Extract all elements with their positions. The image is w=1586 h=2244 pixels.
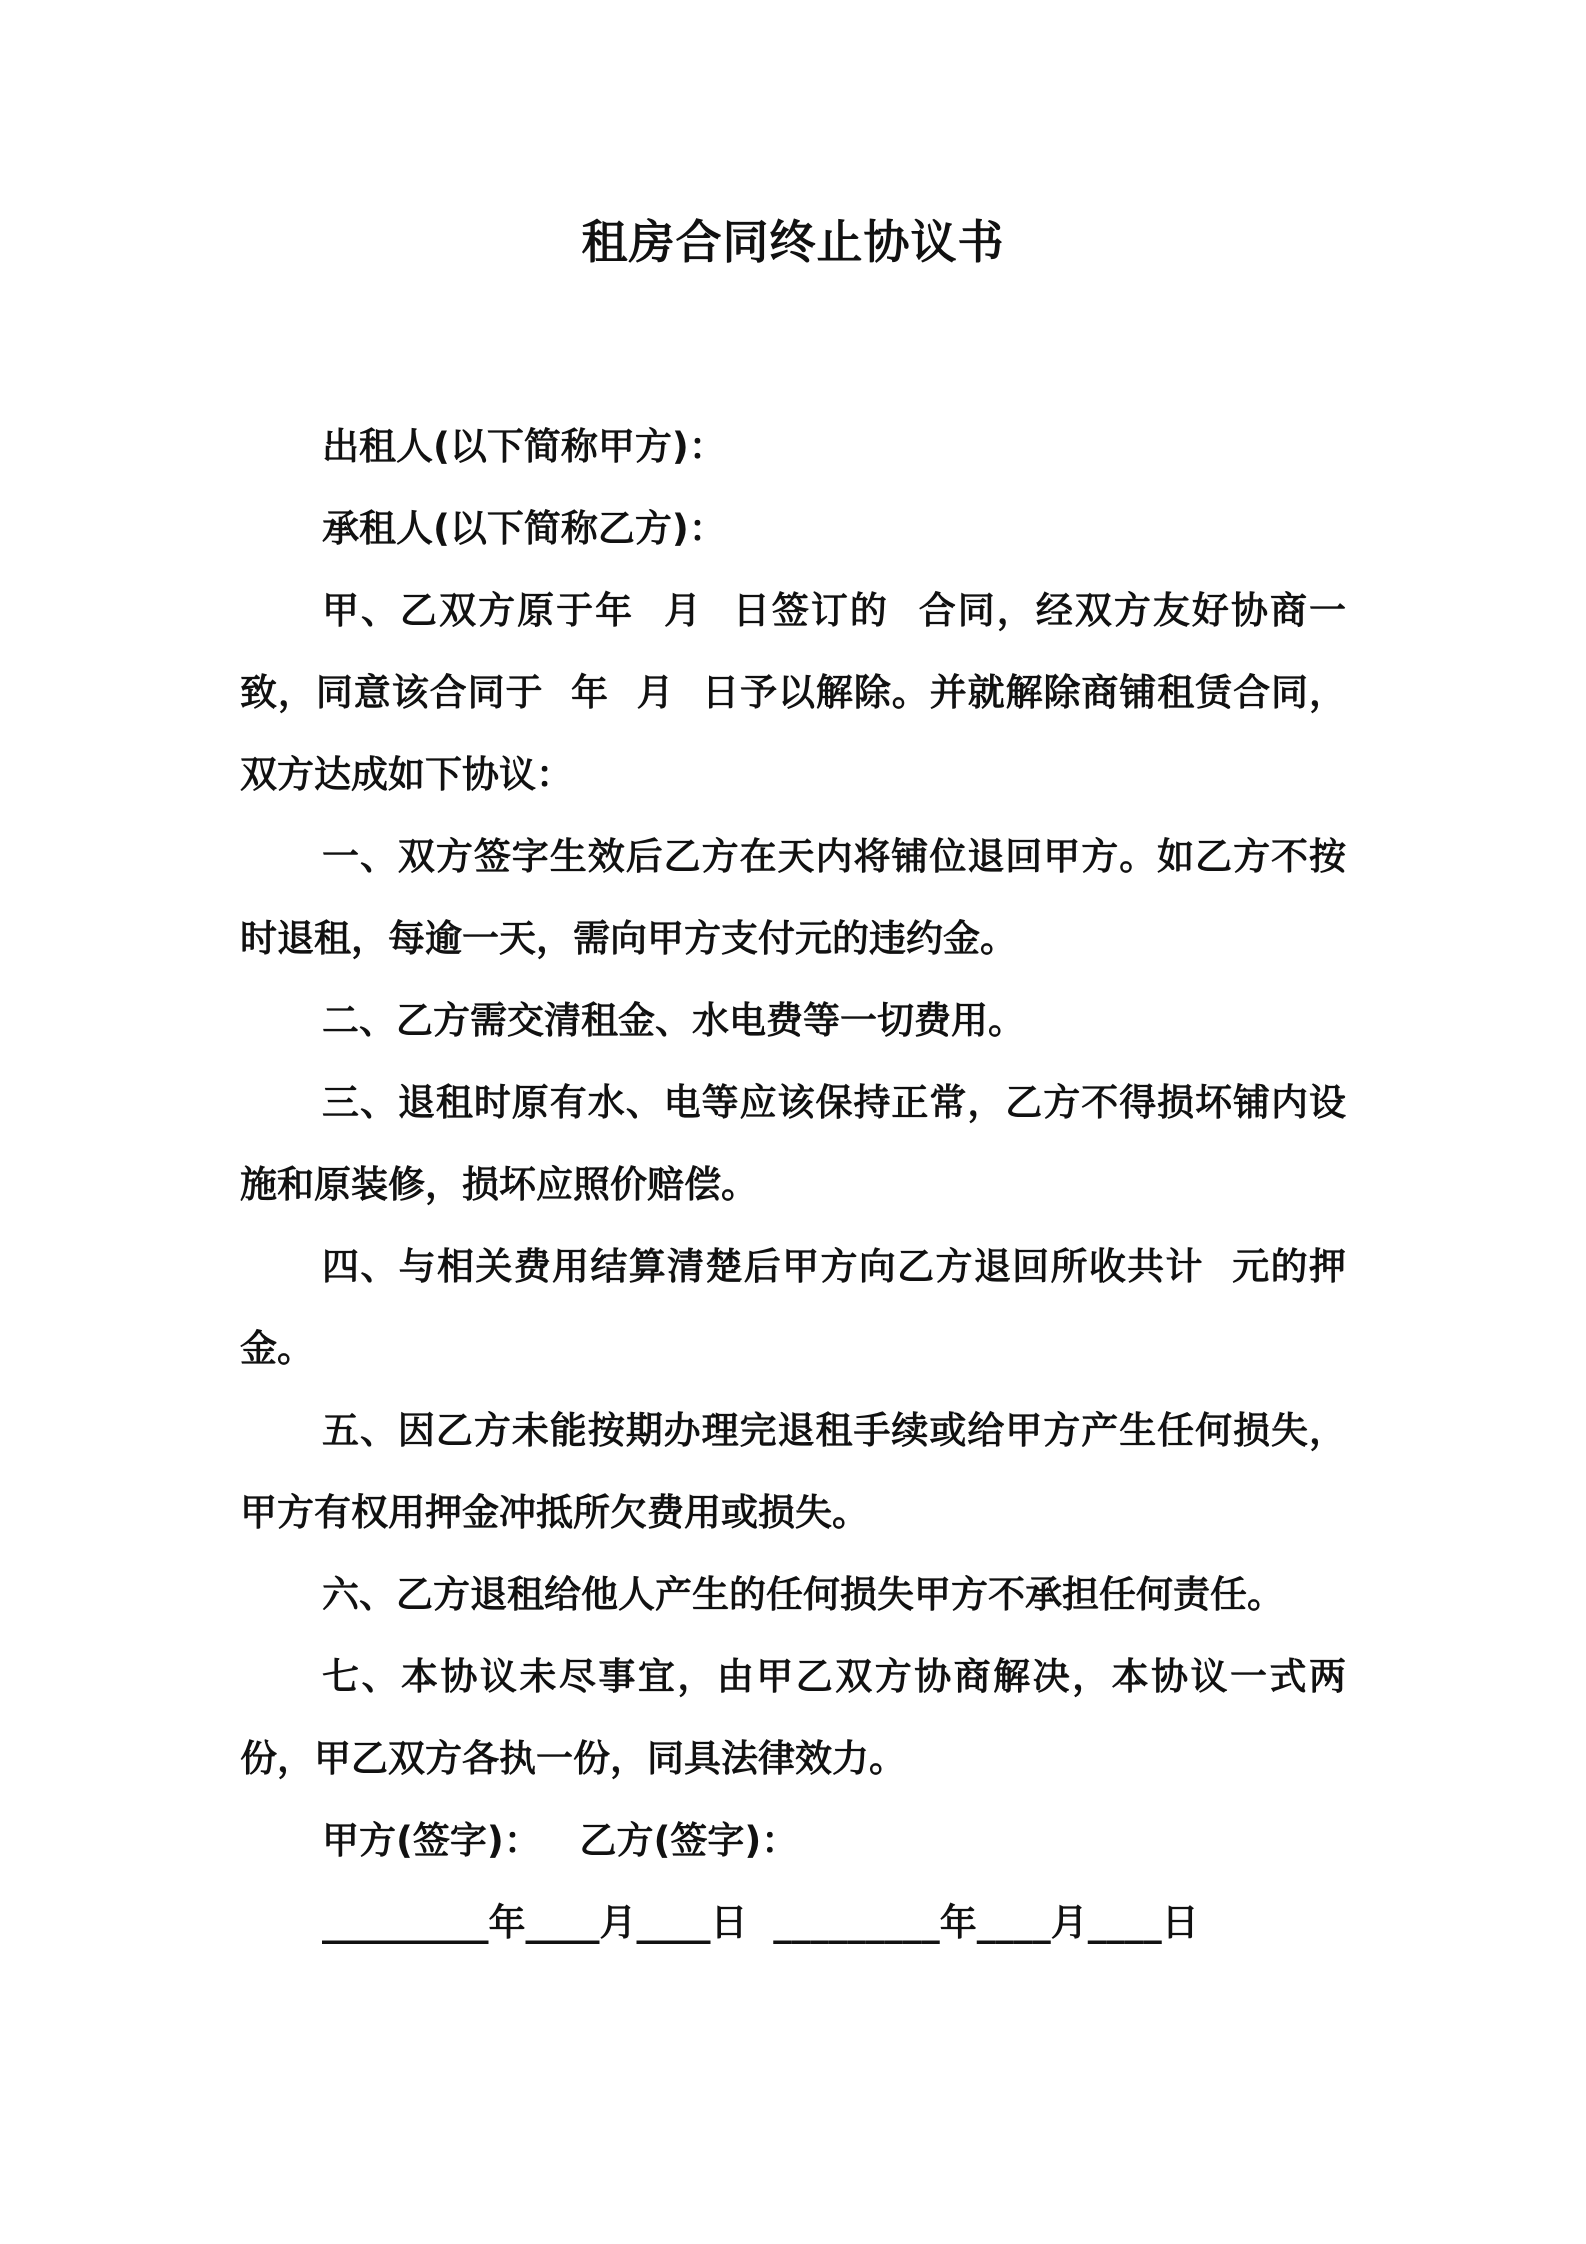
document-title: 租房合同终止协议书 <box>581 215 1005 269</box>
date-line: _________年____月____日 _________年____月____日 <box>322 1901 1199 1944</box>
clause-7: 七、本协议未尽事宜，由甲乙双方协商解决，本协议一式两份，甲乙双方各执一份，同具法律效力。 <box>240 1655 1346 1780</box>
clause-5: 五、因乙方未能按期办理完退租手续或给甲方产生任何损失，甲方有权用押金冲抵所欠费用或损失。 <box>240 1409 1346 1534</box>
clause-2: 二、乙方需交清租金、水电费等一切费用。 <box>322 999 1025 1042</box>
document-body <box>240 406 1346 1964</box>
clause-4: 四、与相关费用结算清楚后甲方向乙方退回所收共计 元的押金。 <box>240 1245 1346 1370</box>
clause-3: 三、退租时原有水、电等应该保持正常，乙方不得损坏铺内设施和原装修，损坏应照价赔偿。 <box>240 1081 1346 1206</box>
clause-6: 六、乙方退租给他人产生的任何损失甲方不承担任何责任。 <box>322 1573 1284 1616</box>
signature-line: 甲方(签字)： 乙方(签字)： <box>322 1819 799 1862</box>
lessee-line: 承租人(以下简称乙方)： <box>322 507 726 550</box>
clause-1: 一、双方签字生效后乙方在天内将铺位退回甲方。如乙方不按时退租，每逾一天，需向甲方支付元的违约金。 <box>240 835 1346 960</box>
intro-paragraph: 甲、乙双方原于年 月 日签订的 合同，经双方友好协商一致，同意该合同于 年 月 日予以解除。并就解除商铺租赁合同，双方达成如下协议： <box>240 589 1346 796</box>
lessor-line: 出租人(以下简称甲方)： <box>322 425 726 468</box>
